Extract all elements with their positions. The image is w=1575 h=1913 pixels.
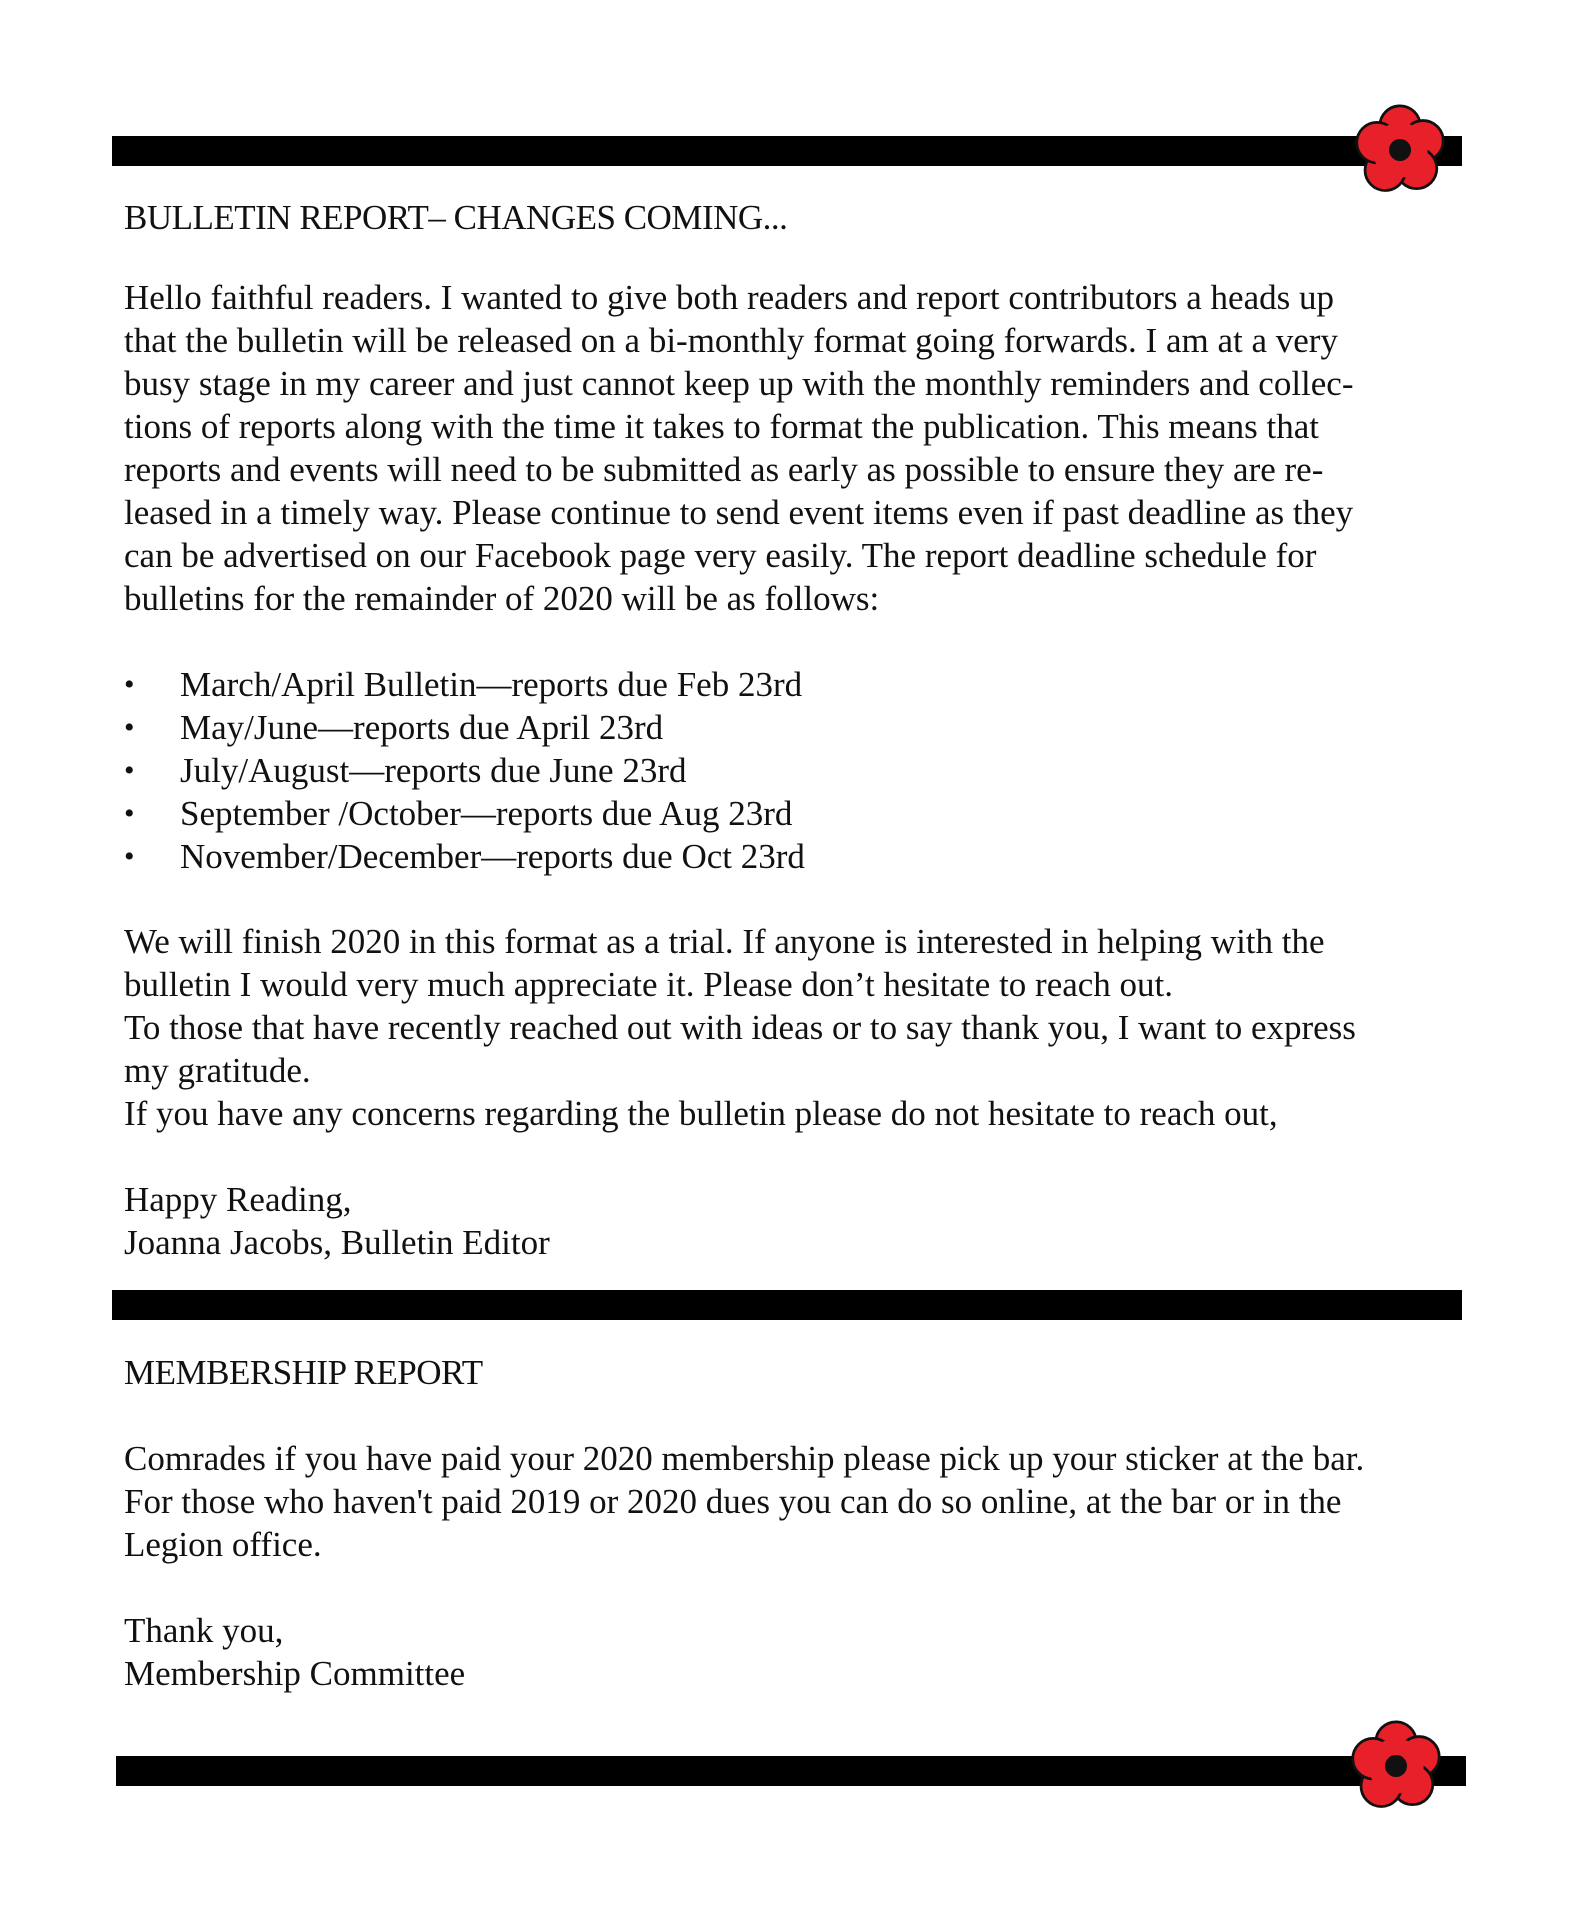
paragraph-line: that the bulletin will be released on a bi-monthly format going forwards. I am at a very [124, 321, 1338, 360]
signature: Joanna Jacobs, Bulletin Editor [124, 1223, 550, 1262]
deadline-schedule-list [124, 663, 805, 878]
paragraph-line: To those that have recently reached out with ideas or to say thank you, I want to express [124, 1008, 1356, 1047]
paragraph-line: Comrades if you have paid your 2020 membership please pick up your sticker at the bar. [124, 1439, 1365, 1478]
poppy-icon [1350, 1720, 1442, 1812]
poppy-icon [1354, 104, 1446, 196]
paragraph-line: For those who haven't paid 2019 or 2020 dues you can do so online, at the bar or in the [124, 1482, 1342, 1521]
bulletin-signoff [124, 1178, 1464, 1264]
membership-paragraph [124, 1437, 1464, 1566]
paragraph-line: can be advertised on our Facebook page very easily. The report deadline schedule for [124, 536, 1317, 575]
list-item: • March/April Bulletin—reports due Feb 23rd [124, 663, 805, 706]
signoff-greeting: Thank you, [124, 1611, 284, 1650]
paragraph-line: We will finish 2020 in this format as a trial. If anyone is interested in helping with the [124, 922, 1325, 961]
list-item: • November/December—reports due Oct 23rd [124, 835, 805, 878]
bulletin-intro-paragraph [124, 276, 1464, 620]
paragraph-line: my gratitude. [124, 1051, 311, 1090]
paragraph-line: If you have any concerns regarding the bulletin please do not hesitate to reach out, [124, 1094, 1278, 1133]
paragraph-line: Legion office. [124, 1525, 322, 1564]
bulletin-report-heading: BULLETIN REPORT– CHANGES COMING... [124, 198, 788, 237]
paragraph-line: reports and events will need to be submitted as early as possible to ensure they are re- [124, 450, 1324, 489]
paragraph-line: tions of reports along with the time it takes to format the publication. This means that [124, 407, 1319, 446]
paragraph-line: leased in a timely way. Please continue to send event items even if past deadline as they [124, 493, 1354, 532]
top-divider-bar [112, 136, 1462, 166]
paragraph-line: busy stage in my career and just cannot keep up with the monthly reminders and collec- [124, 364, 1354, 403]
paragraph-line: bulletin I would very much appreciate it. Please don’t hesitate to reach out. [124, 965, 1174, 1004]
list-item: • May/June—reports due April 23rd [124, 706, 805, 749]
list-item: • July/August—reports due June 23rd [124, 749, 805, 792]
middle-divider-bar [112, 1290, 1462, 1320]
membership-signoff [124, 1609, 1464, 1695]
signature: Membership Committee [124, 1654, 466, 1693]
bottom-divider-bar [116, 1756, 1466, 1786]
paragraph-line: bulletins for the remainder of 2020 will be as follows: [124, 579, 880, 618]
membership-report-heading: MEMBERSHIP REPORT [124, 1353, 483, 1392]
bulletin-closing-paragraph [124, 920, 1464, 1135]
signoff-greeting: Happy Reading, [124, 1180, 352, 1219]
list-item: • September /October—reports due Aug 23rd [124, 792, 805, 835]
paragraph-line: Hello faithful readers. I wanted to give both readers and report contributors a heads up [124, 278, 1334, 317]
